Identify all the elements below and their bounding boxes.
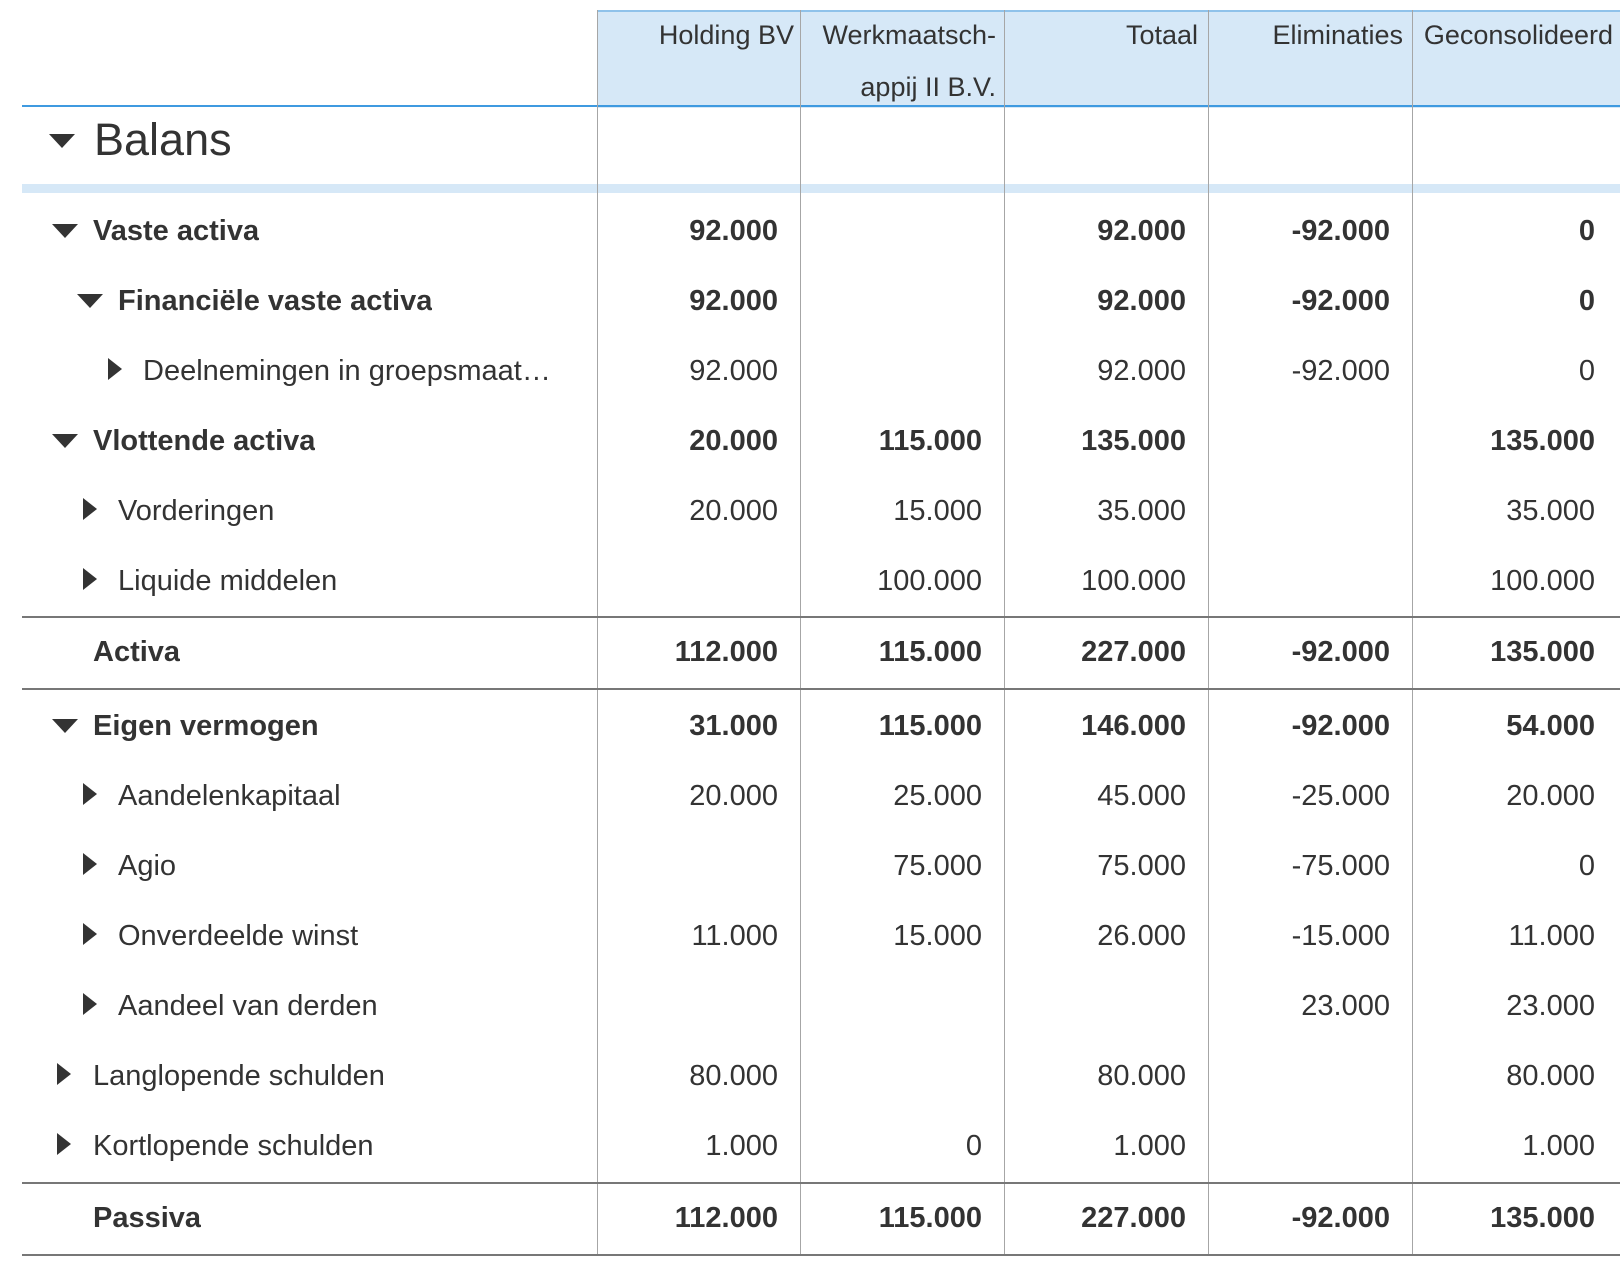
- table-row-aandelenkapitaal[interactable]: [0, 761, 1624, 831]
- cell-geconsolideerd: 54.000: [1506, 710, 1595, 742]
- cell-werkmaatschappij: 100.000: [877, 565, 982, 597]
- cell-totaal: 92.000: [1097, 215, 1186, 247]
- cell-totaal: 75.000: [1097, 850, 1186, 882]
- cell-werkmaatschappij: 0: [965, 1130, 982, 1162]
- cell-holding: 92.000: [689, 355, 778, 387]
- cell-holding: 20.000: [689, 425, 778, 457]
- cell-geconsolideerd: 135.000: [1490, 1202, 1595, 1234]
- row-label: Vaste activa: [93, 215, 260, 247]
- cell-geconsolideerd: 0: [1578, 355, 1595, 387]
- collapse-toggle-icon[interactable]: [52, 224, 78, 238]
- table-row-deelnemingen[interactable]: [0, 336, 1624, 406]
- expand-toggle-icon[interactable]: [83, 853, 97, 875]
- cell-werkmaatschappij: [800, 266, 982, 336]
- cell-holding: 92.000: [689, 215, 778, 247]
- column-header-label: Totaal: [1125, 20, 1198, 50]
- row-label: Kortlopende schulden: [93, 1130, 374, 1162]
- cell-geconsolideerd: 1.000: [1522, 1130, 1595, 1162]
- row-label: Aandelenkapitaal: [118, 780, 341, 812]
- cell-werkmaatschappij: 15.000: [893, 495, 982, 527]
- cell-geconsolideerd: 80.000: [1506, 1060, 1595, 1092]
- cell-totaal: 100.000: [1081, 565, 1186, 597]
- cell-geconsolideerd: 35.000: [1506, 495, 1595, 527]
- collapse-toggle-icon[interactable]: [77, 294, 103, 308]
- cell-totaal: 146.000: [1081, 710, 1186, 742]
- cell-eliminaties: -92.000: [1291, 215, 1390, 247]
- table-row-aandeel-van-derden[interactable]: [0, 971, 1624, 1041]
- cell-eliminaties: -92.000: [1291, 285, 1390, 317]
- cell-totaal: 35.000: [1097, 495, 1186, 527]
- cell-holding: [598, 546, 778, 616]
- cell-eliminaties: -75.000: [1291, 850, 1390, 882]
- cell-geconsolideerd: 20.000: [1506, 780, 1595, 812]
- cell-werkmaatschappij: [800, 1041, 982, 1111]
- row-label: Liquide middelen: [118, 565, 338, 597]
- column-header-label: Eliminaties: [1272, 20, 1403, 50]
- cell-eliminaties: -15.000: [1291, 920, 1390, 952]
- cell-totaal: 92.000: [1097, 285, 1186, 317]
- row-label: Passiva: [93, 1202, 202, 1234]
- header-divider: [22, 105, 1620, 107]
- table-row-financiele-vaste-activa[interactable]: [0, 266, 1624, 336]
- expand-toggle-icon[interactable]: [83, 783, 97, 805]
- row-label: Agio: [118, 850, 177, 882]
- cell-geconsolideerd: 0: [1578, 215, 1595, 247]
- table-row-vorderingen[interactable]: [0, 476, 1624, 546]
- collapse-toggle-icon[interactable]: [49, 134, 75, 148]
- total-divider: [22, 688, 1620, 690]
- cell-holding: [598, 971, 778, 1041]
- section-title: Balans: [94, 114, 232, 165]
- cell-geconsolideerd: 0: [1578, 850, 1595, 882]
- cell-eliminaties: -92.000: [1291, 710, 1390, 742]
- cell-eliminaties: -92.000: [1291, 636, 1390, 668]
- cell-geconsolideerd: 100.000: [1490, 565, 1595, 597]
- row-label: Langlopende schulden: [93, 1060, 385, 1092]
- column-header-eliminaties[interactable]: [1205, 12, 1403, 108]
- cell-eliminaties: [1208, 1111, 1390, 1181]
- table-row-passiva-total[interactable]: [0, 1183, 1624, 1253]
- expand-toggle-icon[interactable]: [57, 1133, 71, 1155]
- cell-eliminaties: -25.000: [1291, 780, 1390, 812]
- cell-totaal: 26.000: [1097, 920, 1186, 952]
- column-header-label-line2: appij II B.V.: [860, 72, 996, 102]
- cell-totaal: 45.000: [1097, 780, 1186, 812]
- cell-werkmaatschappij: 25.000: [893, 780, 982, 812]
- expand-toggle-icon[interactable]: [83, 498, 97, 520]
- cell-eliminaties: [1208, 476, 1390, 546]
- row-label: Aandeel van derden: [118, 990, 378, 1022]
- expand-toggle-icon[interactable]: [108, 358, 122, 380]
- cell-werkmaatschappij: 15.000: [893, 920, 982, 952]
- row-label: Vorderingen: [118, 495, 275, 527]
- cell-holding: 112.000: [674, 1202, 778, 1234]
- row-label: Financiële vaste activa: [118, 285, 433, 317]
- cell-holding: 112.000: [674, 636, 778, 668]
- row-label: Vlottende activa: [93, 425, 316, 457]
- table-row-activa-total[interactable]: [0, 617, 1624, 687]
- cell-holding: 1.000: [705, 1130, 778, 1162]
- cell-werkmaatschappij: [800, 971, 982, 1041]
- cell-werkmaatschappij: 75.000: [893, 850, 982, 882]
- cell-holding: 20.000: [689, 495, 778, 527]
- cell-geconsolideerd: 23.000: [1506, 990, 1595, 1022]
- cell-eliminaties: -92.000: [1291, 1202, 1390, 1234]
- column-header-totaal[interactable]: [1000, 12, 1198, 108]
- table-row-langlopende-schulden[interactable]: [0, 1041, 1624, 1111]
- cell-totaal: 80.000: [1097, 1060, 1186, 1092]
- row-label: Deelnemingen in groepsmaat…: [143, 355, 551, 387]
- cell-geconsolideerd: 135.000: [1490, 636, 1595, 668]
- cell-werkmaatschappij: 115.000: [878, 425, 982, 457]
- cell-eliminaties: [1208, 1041, 1390, 1111]
- cell-geconsolideerd: 135.000: [1490, 425, 1595, 457]
- cell-eliminaties: 23.000: [1301, 990, 1390, 1022]
- table-row-vlottende-activa[interactable]: [0, 406, 1624, 476]
- section-band: [22, 184, 1620, 193]
- cell-holding: 31.000: [689, 710, 778, 742]
- table-row-onverdeelde-winst[interactable]: [0, 901, 1624, 971]
- row-label: Onverdeelde winst: [118, 920, 359, 952]
- cell-werkmaatschappij: 115.000: [878, 636, 982, 668]
- expand-toggle-icon[interactable]: [83, 568, 97, 590]
- cell-totaal: [1004, 971, 1186, 1041]
- cell-totaal: 135.000: [1081, 425, 1186, 457]
- table-row-agio[interactable]: [0, 831, 1624, 901]
- cell-eliminaties: [1208, 406, 1390, 476]
- cell-totaal: 227.000: [1081, 1202, 1186, 1234]
- table-row-vaste-activa[interactable]: [0, 196, 1624, 266]
- column-header-label-line1: Werkmaatsch-: [822, 20, 996, 50]
- table-row-kortlopende-schulden[interactable]: [0, 1111, 1624, 1181]
- cell-geconsolideerd: 0: [1578, 285, 1595, 317]
- column-header-label: Holding BV: [658, 20, 794, 50]
- row-label: Activa: [93, 636, 181, 668]
- cell-holding: 80.000: [689, 1060, 778, 1092]
- cell-eliminaties: -92.000: [1291, 355, 1390, 387]
- cell-totaal: 227.000: [1081, 636, 1186, 668]
- column-header-geconsolideerd[interactable]: [1405, 12, 1613, 108]
- cell-werkmaatschappij: 115.000: [878, 710, 982, 742]
- cell-werkmaatschappij: [800, 336, 982, 406]
- cell-totaal: 1.000: [1113, 1130, 1186, 1162]
- expand-toggle-icon[interactable]: [83, 923, 97, 945]
- expand-toggle-icon[interactable]: [57, 1063, 71, 1085]
- cell-werkmaatschappij: 115.000: [878, 1202, 982, 1234]
- column-header-holding[interactable]: [598, 12, 794, 108]
- column-header-werkmaatschappij[interactable]: [800, 12, 996, 108]
- expand-toggle-icon[interactable]: [83, 993, 97, 1015]
- cell-werkmaatschappij: [800, 196, 982, 266]
- column-header-label: Geconsolideerd: [1423, 20, 1613, 50]
- cell-holding: 20.000: [689, 780, 778, 812]
- cell-holding: 11.000: [691, 920, 778, 952]
- row-label: Eigen vermogen: [93, 710, 319, 742]
- cell-totaal: 92.000: [1097, 355, 1186, 387]
- table-row-liquide-middelen[interactable]: [0, 546, 1624, 616]
- table-row-eigen-vermogen[interactable]: [0, 691, 1624, 761]
- cell-geconsolideerd: 11.000: [1508, 920, 1595, 952]
- cell-holding: [598, 831, 778, 901]
- cell-holding: 92.000: [689, 285, 778, 317]
- collapse-toggle-icon[interactable]: [52, 434, 78, 448]
- cell-eliminaties: [1208, 546, 1390, 616]
- collapse-toggle-icon[interactable]: [52, 719, 78, 733]
- total-divider: [22, 1254, 1620, 1256]
